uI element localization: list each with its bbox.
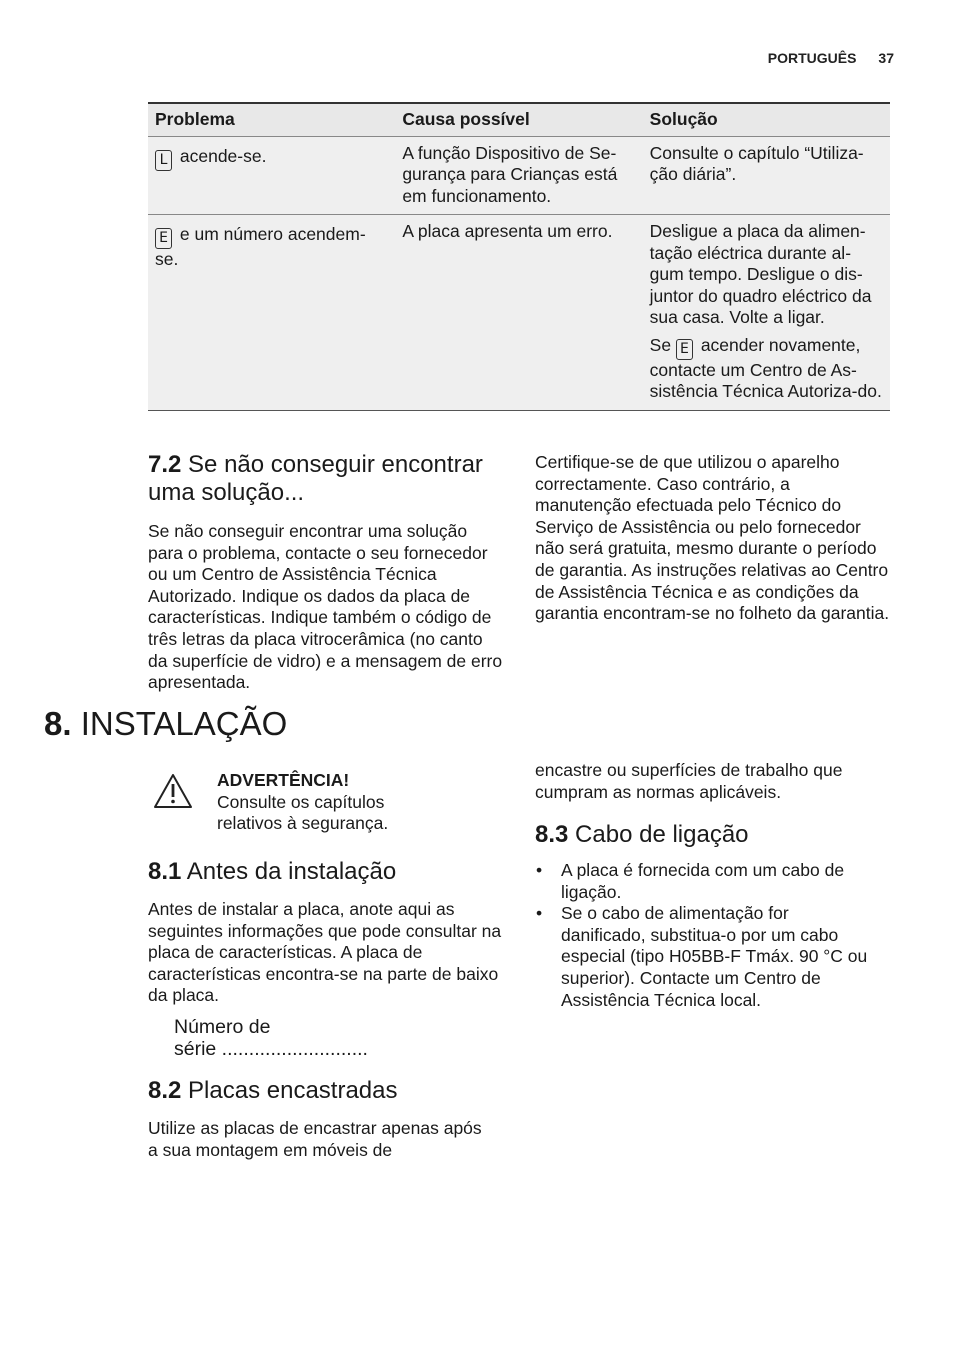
error-symbol-icon: E [676, 339, 693, 360]
column-header: Problema [148, 103, 395, 136]
section-8-2 [148, 1077, 508, 1161]
warning-triangle-icon [152, 772, 194, 810]
table-row [148, 215, 890, 411]
problem-cell [148, 215, 395, 411]
section-heading: 8.2 Placas encastradas [148, 1077, 398, 1104]
section-8-1 [148, 858, 508, 1060]
solution-text: Desligue a placa da alimen-tação eléctrica durante al-gum tempo. Desligue o dis-juntor do quadro eléctrico da sua casa. Volte a ligar. [649, 221, 872, 327]
bullet-list [535, 860, 890, 1011]
section-paragraph: Certifique-se de que utilizou o aparelho correctamente. Caso contrário, a manutenção efectuada pelo Técnico do Serviço de Assistência ou pelo fornecedor não será gratuita, mesmo durante o período de garantia. As instruções relativas ao Centro de Assistência Técnica e as condições da garantia encontram-se no folheto da garantia. [535, 452, 890, 624]
section-heading: 8.3 Cabo de ligação [535, 821, 749, 848]
section-heading: 8.1 Antes da instalação [148, 858, 397, 885]
solution-cell [643, 215, 890, 411]
section-8-3 [535, 821, 890, 1011]
warning-title: ADVERTÊNCIA! [217, 770, 350, 790]
page-number: 37 [878, 50, 894, 66]
table-row [148, 136, 890, 215]
section-paragraph-continued: encastre ou superfícies de trabalho que cumpram as normas aplicáveis. [535, 760, 843, 802]
cause-cell: A placa apresenta um erro. [395, 215, 642, 411]
section-paragraph: Utilize as placas de encastrar apenas após a sua montagem em móveis de [148, 1118, 482, 1160]
chapter-title: 8. INSTALAÇÃO [44, 705, 288, 742]
column-header: Solução [643, 103, 890, 136]
warning-content [217, 770, 417, 835]
list-item: • A placa é fornecida com um cabo de ligação. [535, 860, 890, 903]
section-heading: 7.2 Se não conseguir encontrar uma solução... [148, 451, 483, 506]
problem-text: e um número acendem-se. [155, 224, 366, 269]
solution-text-2: Se E acender novamente, contacte um Centro de As-sistência Técnica Autoriza-do. [649, 334, 882, 401]
page-header [744, 50, 894, 66]
section-paragraph: Se não conseguir encontrar uma solução para o problema, contacte o seu fornecedor ou um Centro de Assistência Técnica Autorizado. Indique os dados da placa de características. Indique também o código de três letras da placa vitrocerâmica (no canto da superfície de vidro) e a mensagem de erro apresentada. [148, 521, 503, 693]
table-header-row [148, 103, 890, 136]
solution-text: Consulte o capítulo “Utiliza-ção diária”. [649, 142, 864, 184]
cause-cell: A função Dispositivo de Se-gurança para Crianças está em funcionamento. [395, 136, 642, 215]
problem-text: acende-se. [179, 145, 267, 166]
warning-text: Consulte os capítulos relativos à segurança. [217, 791, 389, 834]
problem-cell [148, 136, 395, 215]
troubleshooting-table [148, 102, 890, 411]
list-item: • Se o cabo de alimentação for danificado, substitua-o por um cabo especial (tipo H05BB-F Tmáx. 90 °C ou superior). Contacte um Centro de Assistência Técnica local. [535, 903, 890, 1011]
section-7-2 [148, 451, 508, 694]
error-symbol-icon: E [155, 228, 172, 249]
lock-symbol-icon: L [155, 150, 172, 171]
serial-number-field: Número de série ........................... [174, 1015, 368, 1060]
section-paragraph: Antes de instalar a placa, anote aqui as seguintes informações que pode consultar na placa de características. A placa de características encontra-se na parte de baixo da placa. [148, 899, 502, 1006]
column-header: Causa possível [395, 103, 642, 136]
header-language: PORTUGUÊS [767, 50, 857, 66]
solution-cell [643, 136, 890, 215]
